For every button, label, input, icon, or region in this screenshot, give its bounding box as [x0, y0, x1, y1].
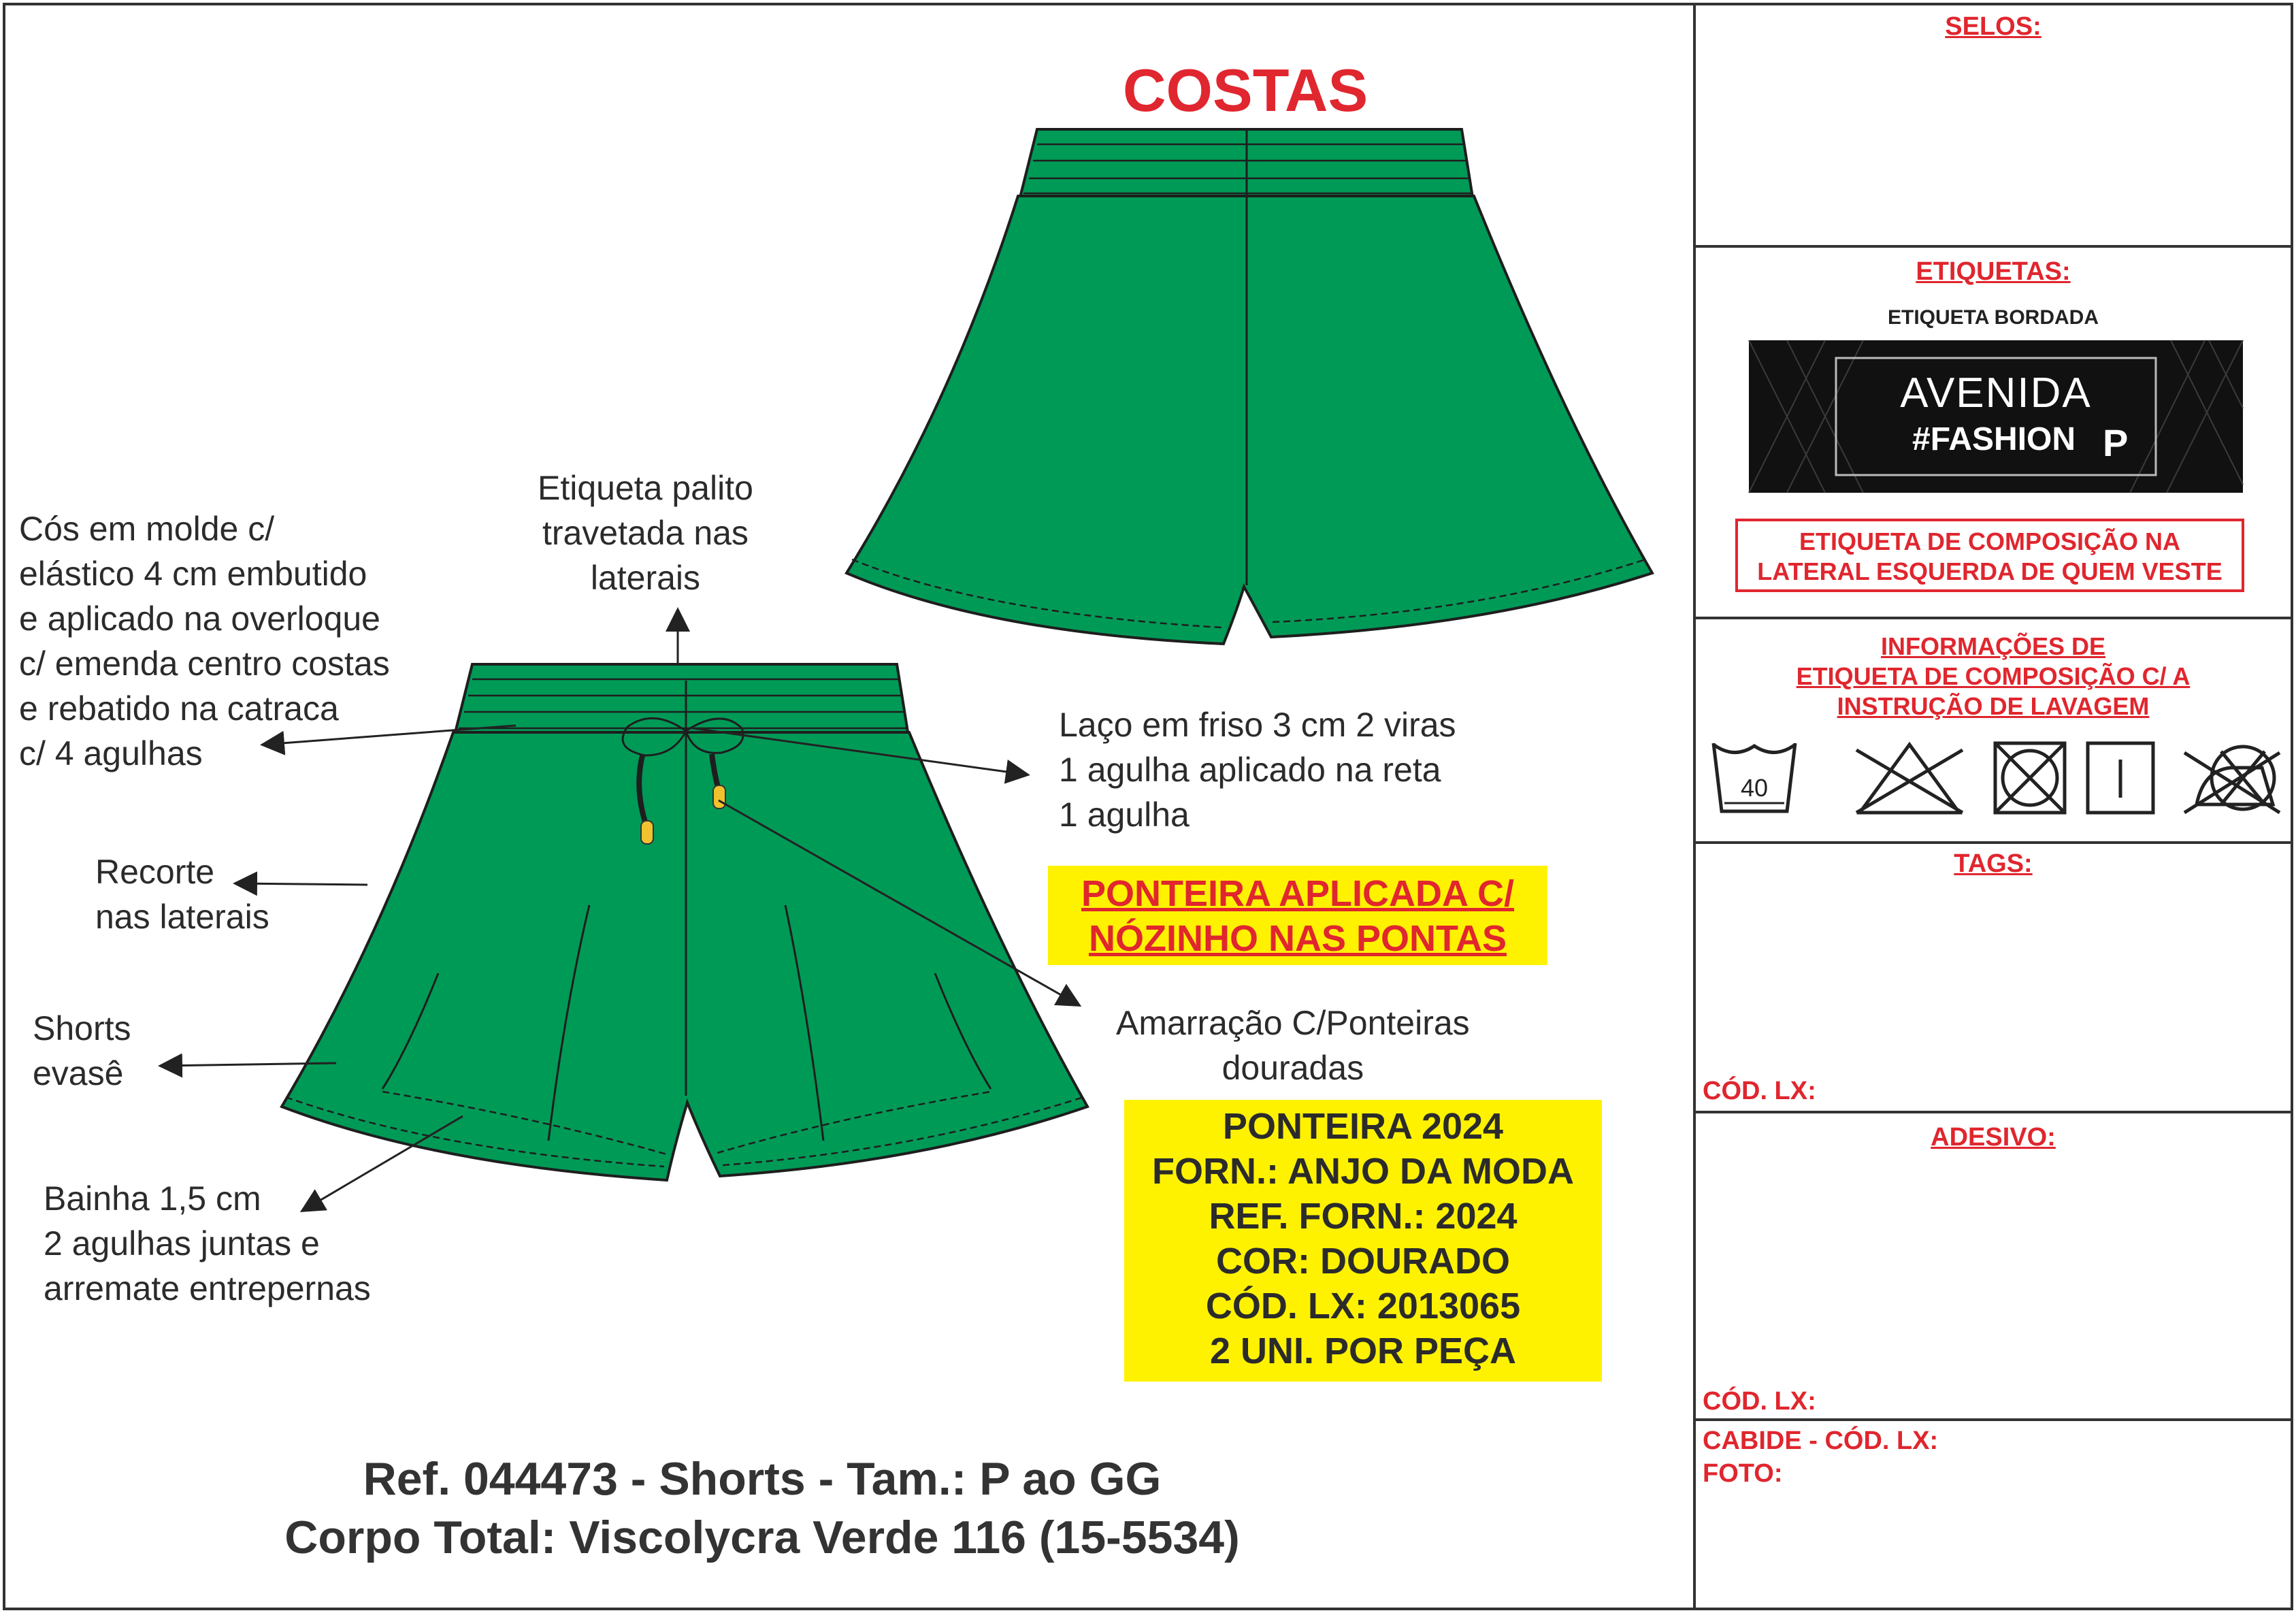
- footer-line-2: Corpo Total: Viscolycra Verde 116 (15-5534): [284, 1512, 1240, 1563]
- adesivo-title: ADESIVO:: [1931, 1123, 2056, 1152]
- etiqueta-bordada-caption: ETIQUETA BORDADA: [1888, 306, 2099, 329]
- ponteira-spec-line: COR: DOURADO: [1216, 1241, 1510, 1282]
- note-etiqueta-palito: Etiqueta palito travetada nas laterais: [538, 469, 753, 597]
- section-etiquetas: [1693, 248, 2293, 619]
- ponteira-spec-line: CÓD. LX: 2013065: [1205, 1286, 1521, 1326]
- note-amarracao: Amarração C/Ponteiras douradas: [1116, 1004, 1470, 1087]
- no-bleach-icon: [1856, 745, 1963, 813]
- embroidered-label: [1749, 340, 2243, 493]
- adesivo-cod-lx: CÓD. LX:: [1703, 1387, 1816, 1416]
- wash-temp: 40: [1740, 774, 1769, 802]
- note-recorte: Recorte nas laterais: [95, 853, 269, 936]
- section-selos: [1693, 3, 2293, 248]
- note-shorts-evase: Shorts evasê: [33, 1009, 131, 1092]
- composicao-note-box: [1735, 519, 2244, 592]
- footer-reference: [204, 1450, 1320, 1567]
- informacoes-line-2: ETIQUETA DE COMPOSIÇÃO C/ A: [1796, 662, 2191, 690]
- care-icons-row: [1693, 736, 2293, 832]
- no-tumble-dry-icon: [1995, 743, 2065, 813]
- ponteira-aplicada-line-2: NÓZINHO NAS PONTAS: [1088, 918, 1507, 959]
- note-bainha: Bainha 1,5 cm 2 agulhas juntas e arremate entrepernas: [44, 1179, 371, 1307]
- label-brand: AVENIDA: [1900, 370, 2092, 417]
- ponteira-aplicada-callout: [1048, 866, 1547, 965]
- footer-line-1: Ref. 044473 - Shorts - Tam.: P ao GG: [363, 1453, 1162, 1505]
- informacoes-title: [1693, 632, 2293, 721]
- label-sub: #FASHION: [1912, 421, 2076, 457]
- line-dry-icon: [2088, 743, 2153, 813]
- ponteira-aplicada-line-1: PONTEIRA APLICADA C/: [1081, 873, 1514, 914]
- ponteira-spec-line: REF. FORN.: 2024: [1209, 1196, 1518, 1237]
- tags-title: TAGS:: [1954, 849, 2033, 878]
- etiquetas-title: ETIQUETAS:: [1916, 257, 2071, 286]
- informacoes-line-1: INFORMAÇÕES DE: [1880, 632, 2105, 660]
- cabide-cod-lx: CABIDE - CÓD. LX:: [1703, 1427, 1939, 1455]
- tags-cod-lx: CÓD. LX:: [1703, 1077, 1816, 1105]
- leader-shorts-evase: [162, 1063, 336, 1066]
- informacoes-line-3: INSTRUÇÃO DE LAVAGEM: [1837, 692, 2150, 720]
- section-tags: [1693, 844, 2293, 1113]
- composicao-note-line-2: LATERAL ESQUERDA DE QUEM VESTE: [1757, 557, 2223, 585]
- note-laco: Laço em friso 3 cm 2 viras 1 agulha aplicado na reta 1 agulha: [1059, 706, 1456, 834]
- section-adesivo: [1693, 1113, 2293, 1421]
- section-informacoes: [1693, 619, 2293, 844]
- section-cabide: [1693, 1421, 2293, 1610]
- back-view-title: COSTAS: [1123, 56, 1368, 124]
- ponteira-spec-line: 2 UNI. POR PEÇA: [1209, 1331, 1517, 1371]
- ponteira-spec-box: [1124, 1100, 1602, 1382]
- leader-amarracao: [719, 800, 1078, 1005]
- leader-laco: [693, 728, 1026, 775]
- note-cos: Cós em molde c/ elástico 4 cm embutido e aplicado na overloque c/ emenda centro costas e rebatido na catraca c/ 4 agulhas: [19, 510, 390, 772]
- ponteira-spec-line: FORN.: ANJO DA MODA: [1152, 1151, 1574, 1192]
- label-size: P: [2103, 421, 2129, 464]
- ponteira-spec-line: PONTEIRA 2024: [1222, 1106, 1504, 1147]
- foto-label: FOTO:: [1703, 1459, 1783, 1488]
- composicao-note-line-1: ETIQUETA DE COMPOSIÇÃO NA: [1799, 527, 2181, 555]
- sidebar: [1693, 3, 2293, 1610]
- selos-title: SELOS:: [1945, 12, 2041, 41]
